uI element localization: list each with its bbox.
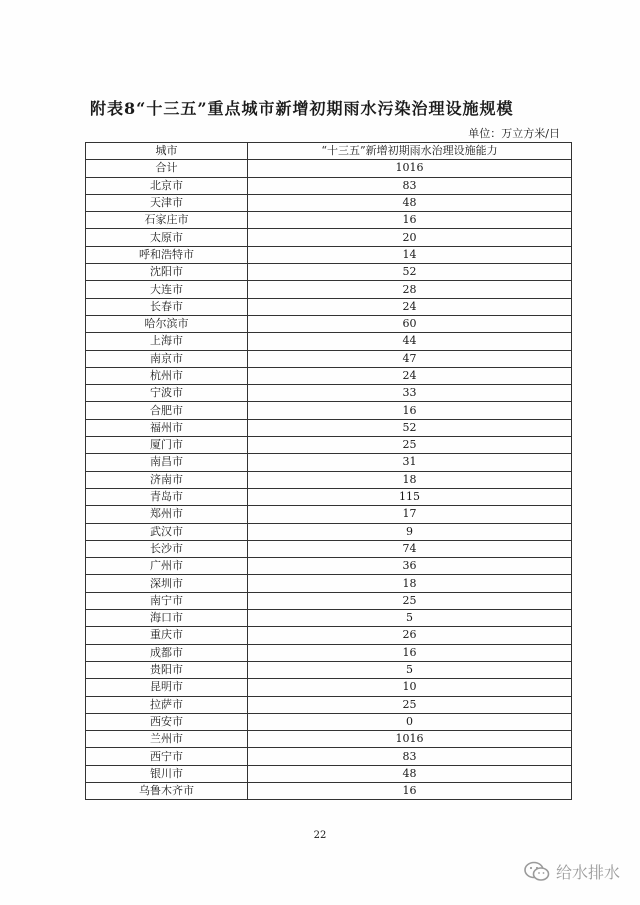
table-row [86,644,572,661]
page-title: 附表8“十三五”重点城市新增初期雨水污染治理设施规模 [90,99,514,118]
capacity-cell: 9 [248,523,572,540]
table-row [86,523,572,540]
table-row [86,333,572,350]
capacity-cell: 18 [248,471,572,488]
capacity-cell: 24 [248,298,572,315]
city-cell: 乌鲁木齐市 [86,782,248,799]
capacity-cell: 20 [248,229,572,246]
city-cell: 大连市 [86,281,248,298]
table-row [86,350,572,367]
table-row [86,402,572,419]
capacity-cell: 25 [248,592,572,609]
city-cell: 南京市 [86,350,248,367]
table-row [86,194,572,211]
city-cell: 长春市 [86,298,248,315]
capacity-cell: 5 [248,661,572,678]
city-cell: 青岛市 [86,488,248,505]
table-row [86,696,572,713]
capacity-cell: 47 [248,350,572,367]
table-row [86,679,572,696]
table-row [86,177,572,194]
capacity-cell: 14 [248,246,572,263]
capacity-cell: 83 [248,177,572,194]
city-cell: 长沙市 [86,540,248,557]
city-cell: 合计 [86,160,248,177]
capacity-cell: 10 [248,679,572,696]
capacity-cell: 5 [248,610,572,627]
table-row [86,471,572,488]
capacity-cell: 26 [248,627,572,644]
city-cell: 拉萨市 [86,696,248,713]
city-cell: 厦门市 [86,437,248,454]
capacity-cell: 25 [248,696,572,713]
table-row [86,281,572,298]
table-row [86,661,572,678]
table-body [86,160,572,800]
city-cell: 昆明市 [86,679,248,696]
capacity-cell: 48 [248,765,572,782]
table-row [86,437,572,454]
table-row [86,748,572,765]
table-row [86,246,572,263]
table-row [86,731,572,748]
city-cell: 成都市 [86,644,248,661]
unit-label: 单位：万立方米/日 [468,127,560,140]
city-cell: 福州市 [86,419,248,436]
capacity-cell: 0 [248,713,572,730]
city-cell: 武汉市 [86,523,248,540]
table-row [86,315,572,332]
capacity-cell: 31 [248,454,572,471]
data-table [85,142,572,800]
city-cell: 哈尔滨市 [86,315,248,332]
capacity-cell: 48 [248,194,572,211]
header-capacity: “十三五”新增初期雨水治理设施能力 [248,143,572,160]
capacity-cell: 115 [248,488,572,505]
city-cell: 石家庄市 [86,212,248,229]
table-row [86,592,572,609]
table-row [86,488,572,505]
capacity-cell: 33 [248,385,572,402]
header-city: 城市 [86,143,248,160]
city-cell: 呼和浩特市 [86,246,248,263]
table-row [86,610,572,627]
table-row [86,782,572,799]
city-cell: 合肥市 [86,402,248,419]
city-cell: 杭州市 [86,367,248,384]
table-row [86,298,572,315]
table-row [86,419,572,436]
capacity-cell: 17 [248,506,572,523]
watermark-text: 给水排水 [555,863,620,882]
table-row [86,713,572,730]
table-row [86,229,572,246]
city-cell: 北京市 [86,177,248,194]
capacity-cell: 60 [248,315,572,332]
city-cell: 西安市 [86,713,248,730]
city-cell: 广州市 [86,558,248,575]
table-header-row [86,143,572,160]
capacity-cell: 25 [248,437,572,454]
capacity-cell: 74 [248,540,572,557]
city-cell: 深圳市 [86,575,248,592]
table-row [86,160,572,177]
table-row [86,385,572,402]
table-row [86,264,572,281]
capacity-cell: 16 [248,644,572,661]
table-row [86,765,572,782]
capacity-cell: 44 [248,333,572,350]
city-cell: 重庆市 [86,627,248,644]
table-row [86,454,572,471]
table-row [86,558,572,575]
watermark [524,860,620,883]
capacity-cell: 1016 [248,731,572,748]
city-cell: 上海市 [86,333,248,350]
capacity-cell: 16 [248,402,572,419]
table-row [86,540,572,557]
city-cell: 郑州市 [86,506,248,523]
city-cell: 宁波市 [86,385,248,402]
table-row [86,575,572,592]
capacity-cell: 52 [248,419,572,436]
capacity-cell: 36 [248,558,572,575]
city-cell: 兰州市 [86,731,248,748]
city-cell: 济南市 [86,471,248,488]
capacity-cell: 1016 [248,160,572,177]
wechat-icon [524,861,550,883]
capacity-cell: 24 [248,367,572,384]
city-cell: 南昌市 [86,454,248,471]
city-cell: 沈阳市 [86,264,248,281]
capacity-cell: 18 [248,575,572,592]
capacity-cell: 83 [248,748,572,765]
capacity-cell: 28 [248,281,572,298]
table-row [86,506,572,523]
city-cell: 银川市 [86,765,248,782]
table-row [86,627,572,644]
capacity-cell: 16 [248,782,572,799]
city-cell: 贵阳市 [86,661,248,678]
city-cell: 南宁市 [86,592,248,609]
city-cell: 太原市 [86,229,248,246]
table-row [86,367,572,384]
page-number: 22 [313,830,327,841]
city-cell: 西宁市 [86,748,248,765]
capacity-cell: 16 [248,212,572,229]
city-cell: 天津市 [86,194,248,211]
capacity-cell: 52 [248,264,572,281]
city-cell: 海口市 [86,610,248,627]
table-row [86,212,572,229]
